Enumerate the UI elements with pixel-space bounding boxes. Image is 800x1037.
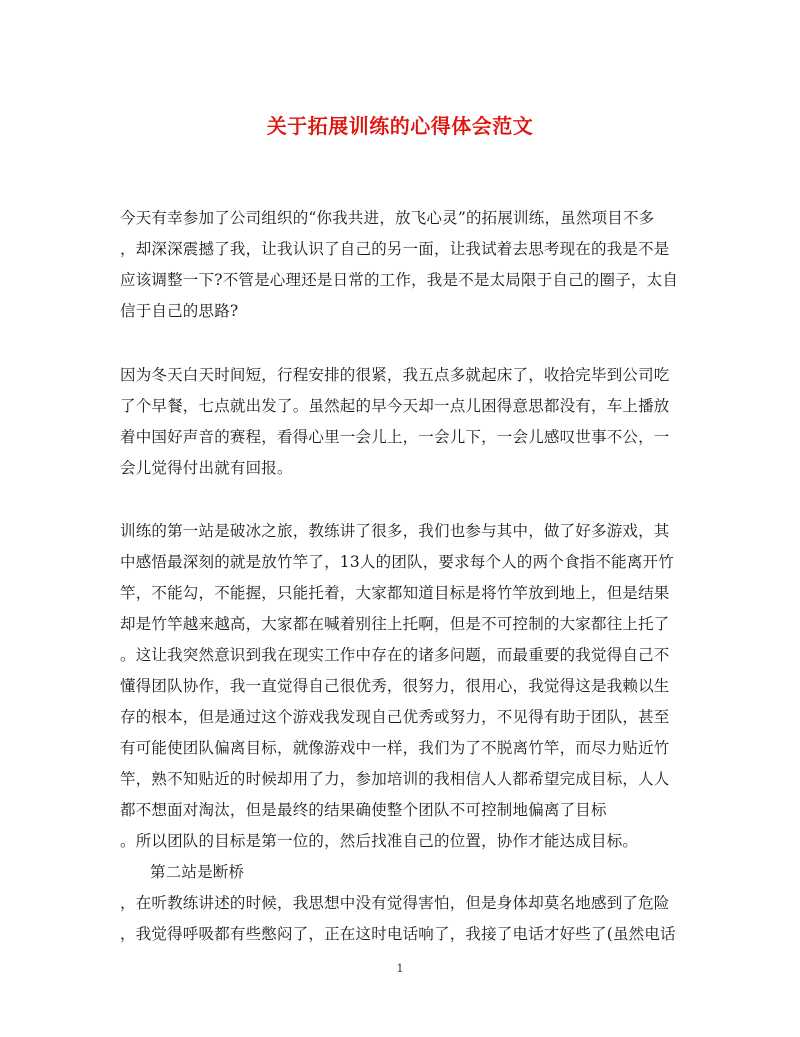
paragraph-line: 会儿觉得付出就有回报。 [120,459,293,477]
paragraph-line: 懂得团队协作，我一直觉得自己很优秀，很努力，很用心，我觉得这是我赖以生 [120,677,670,695]
paragraph-line: 竿，不能勾，不能握，只能托着，大家都知道目标是将竹竿放到地上，但是结果 [120,584,670,602]
paragraph-line: 。所以团队的目标是第一位的，然后找准自己的位置，协作才能达成目标。 [120,832,639,850]
paragraph-line: 信于自己的思路? [120,302,239,320]
section-heading-line: 第二站是断桥 [150,863,245,881]
paragraph-line: ，在听教练讲述的时候，我思想中没有觉得害怕，但是身体却莫名地感到了危险 [120,894,670,912]
document-title: 关于拓展训练的心得体会范文 [266,114,534,138]
page-number: 1 [396,962,404,975]
paragraph-line: 都不想面对淘汰，但是最终的结果确使整个团队不可控制地偏离了目标 [120,801,607,819]
paragraph-line: 训练的第一站是破冰之旅，教练讲了很多，我们也参与其中，做了好多游戏，其 [120,522,670,540]
paragraph-line: 今天有幸参加了公司组织的“你我共进，放飞心灵”的拓展训练，虽然项目不多 [120,209,655,227]
paragraph-line: ，我觉得呼吸都有些憋闷了，正在这时电话响了，我接了电话才好些了(虽然电话 [120,925,676,943]
paragraph-line: 。这让我突然意识到我在现实工作中存在的诸多问题，而最重要的我觉得自己不 [120,646,670,664]
paragraph-line: ，却深深震撼了我，让我认识了自己的另一面，让我试着去思考现在的我是不是 [120,240,670,258]
paragraph-line: 有可能使团队偏离目标，就像游戏中一样，我们为了不脱离竹竿，而尽力贴近竹 [120,739,670,757]
paragraph-line: 因为冬天白天时间短，行程安排的很紧，我五点多就起床了，收拾完毕到公司吃 [120,366,670,384]
paragraph-line: 却是竹竿越来越高，大家都在喊着别往上托啊，但是不可控制的大家都往上托了 [120,615,670,633]
paragraph-line: 着中国好声音的赛程，看得心里一会儿上，一会儿下，一会儿感叹世事不公，一 [120,428,670,446]
paragraph-line: 中感悟最深刻的就是放竹竿了，13人的团队，要求每个人的两个食指不能离开竹 [120,553,674,571]
paragraph-line: 应该调整一下?不管是心理还是日常的工作，我是不是太局限于自己的圈子，太自 [120,271,679,289]
paragraph-line: 存的根本，但是通过这个游戏我发现自己优秀或努力，不见得有助于团队，甚至 [120,708,670,726]
paragraph-line: 竿，熟不知贴近的时候却用了力，参加培训的我相信人人都希望完成目标，人人 [120,770,670,788]
paragraph-line: 了个早餐，七点就出发了。虽然起的早今天却一点儿困得意思都没有，车上播放 [120,397,670,415]
